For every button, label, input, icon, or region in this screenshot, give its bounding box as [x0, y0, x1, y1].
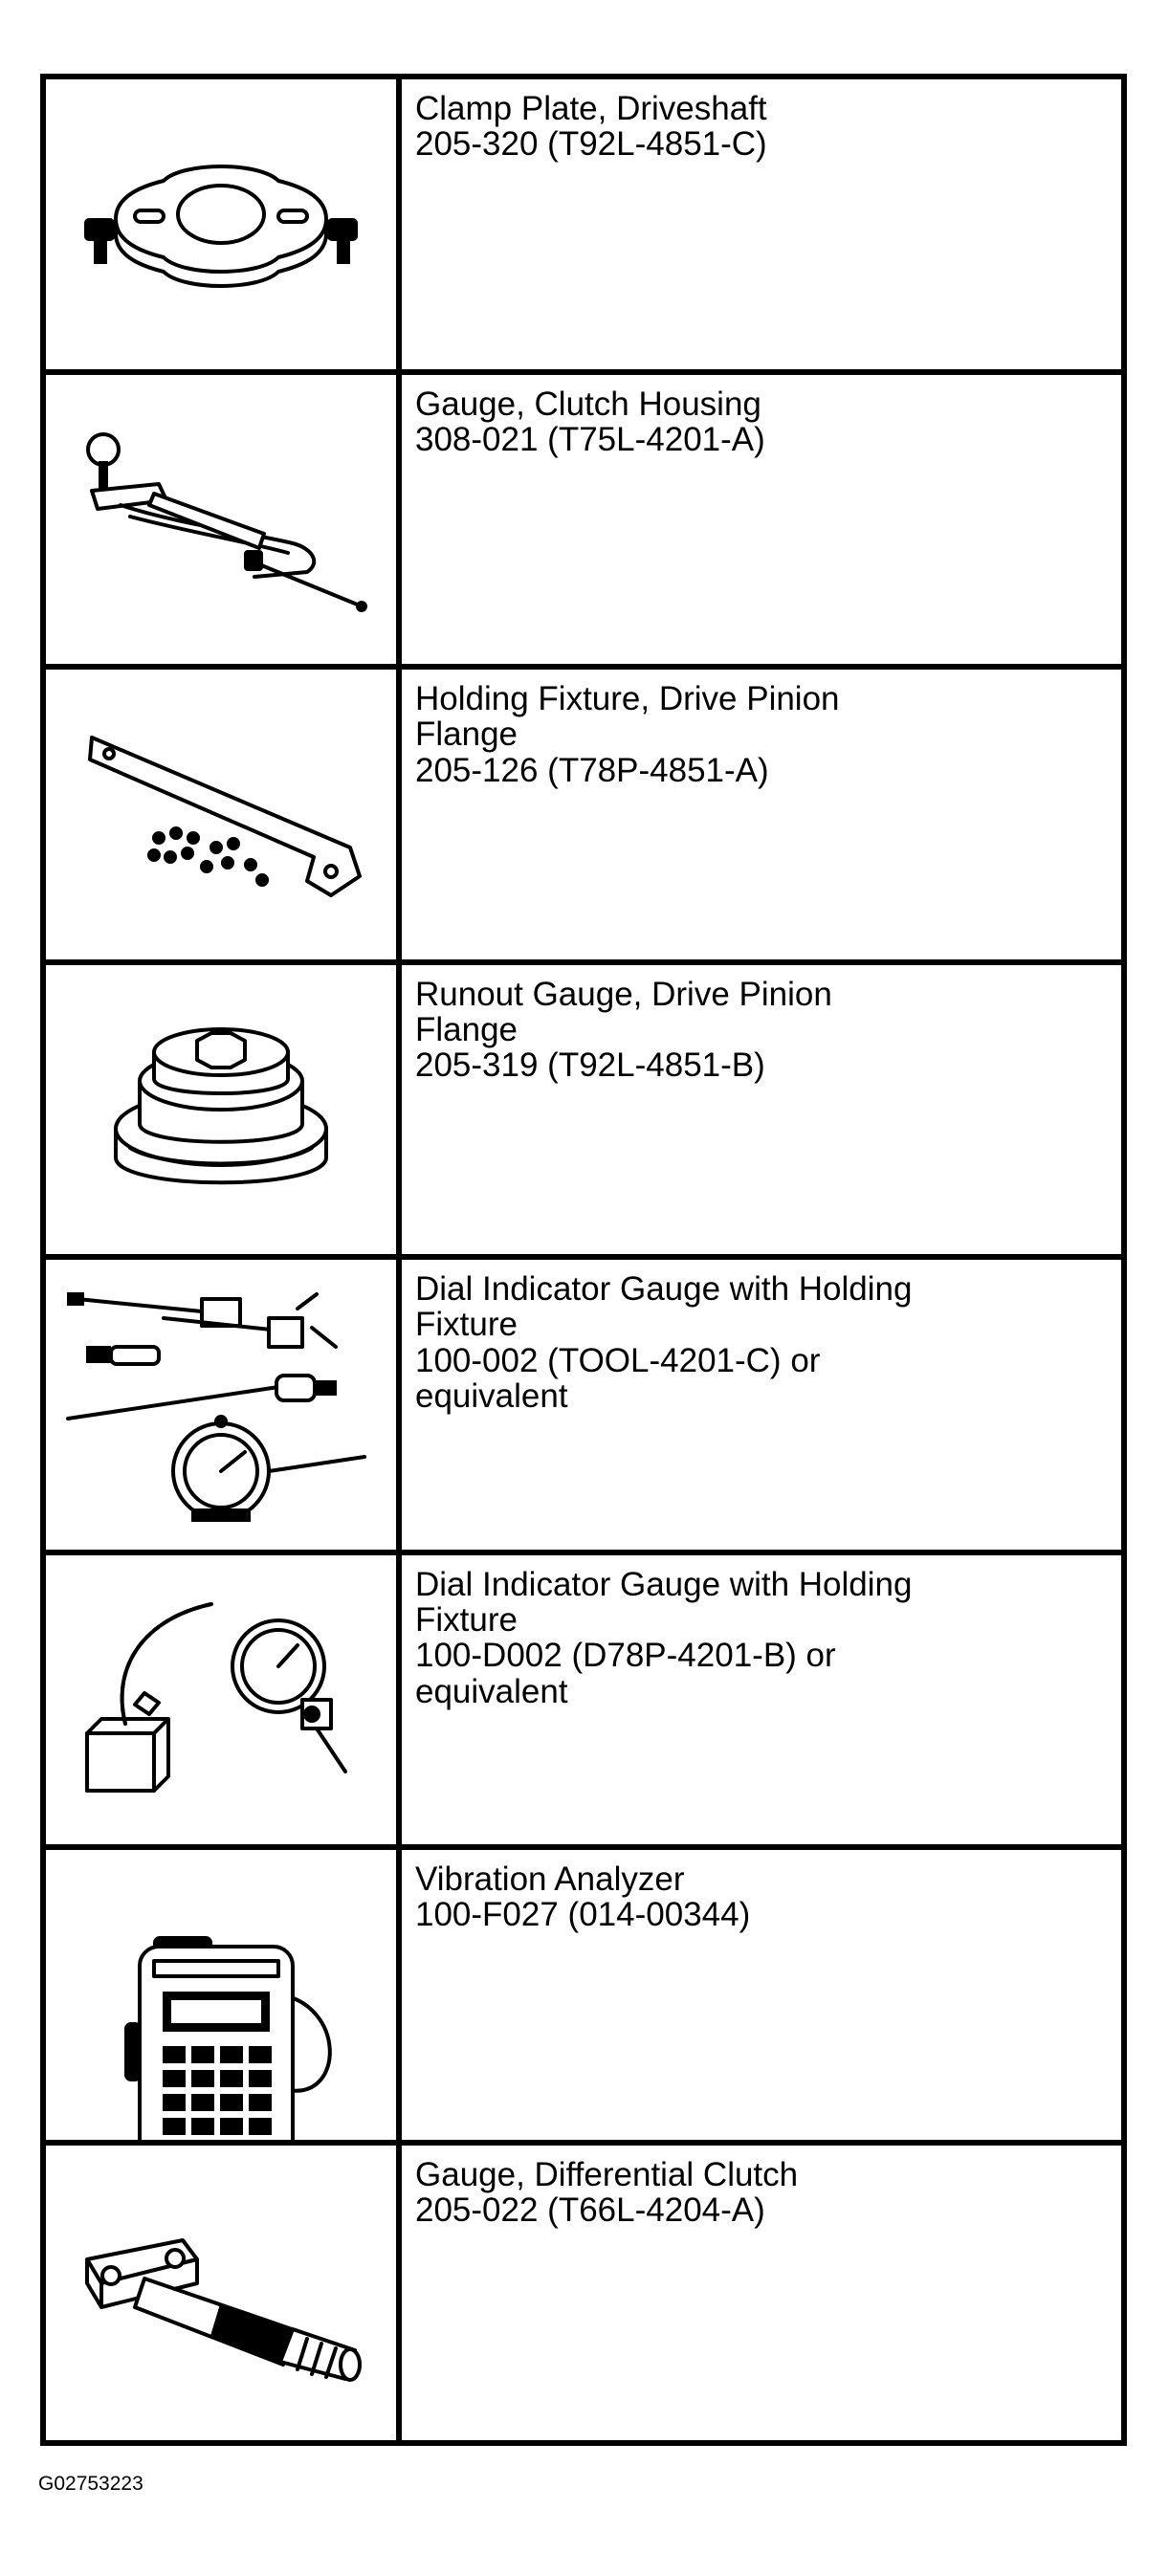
tool-description-line: equivalent: [415, 1377, 568, 1416]
tool-image-cell: [46, 1850, 402, 2146]
tool-image-cell: [46, 670, 402, 965]
differential-clutch-gauge-icon: [68, 2188, 374, 2398]
tool-description-line: Gauge, Differential Clutch: [415, 2155, 799, 2193]
clutch-housing-gauge-icon: [63, 409, 379, 629]
dial-indicator-kit-icon: [58, 1280, 384, 1529]
tool-part-number: 205-320 (T92L-4851-C): [415, 125, 767, 164]
tool-image-cell: [46, 965, 402, 1261]
tool-part-number: 205-319 (T92L-4851-B): [415, 1046, 765, 1085]
special-tools-table: [40, 74, 1127, 2446]
tool-part-number: 205-126 (T78P-4851-A): [415, 751, 769, 789]
dial-indicator-magnetic-base-icon: [58, 1580, 384, 1819]
tool-description-line: Fixture: [415, 1600, 518, 1639]
tool-description-line: Dial Indicator Gauge with Holding: [415, 1565, 913, 1603]
figure-id-label: G02753223: [38, 2473, 143, 2495]
tool-description: [402, 1260, 1121, 1555]
tool-image-cell: [46, 1555, 402, 1851]
vibration-analyzer-icon: [87, 1908, 355, 2145]
tool-description: [402, 2146, 1121, 2441]
tool-description-line: Holding Fixture, Drive Pinion: [415, 680, 840, 717]
tool-description: [402, 375, 1121, 671]
tool-description-line: Flange: [415, 1010, 518, 1048]
tool-part-number: 100-F027 (014-00344): [415, 1896, 751, 1934]
tool-description-line: Fixture: [415, 1306, 518, 1344]
tool-description: [402, 79, 1121, 375]
tool-description-line: Runout Gauge, Drive Pinion: [415, 975, 832, 1013]
tool-description-line: Dial Indicator Gauge with Holding: [415, 1270, 913, 1308]
tool-part-number: 308-021 (T75L-4201-A): [415, 420, 765, 458]
tool-part-number: 100-002 (TOOL-4201-C) or: [415, 1341, 821, 1379]
tool-description-line: Vibration Analyzer: [415, 1860, 685, 1898]
tool-description-line: Clamp Plate, Driveshaft: [415, 90, 767, 127]
tool-description: [402, 1555, 1121, 1851]
tool-part-number: 100-D002 (D78P-4201-B) or: [415, 1637, 836, 1675]
tool-image-cell: [46, 1260, 402, 1555]
runout-gauge-icon: [97, 1004, 345, 1215]
tool-image-cell: [46, 79, 402, 375]
clamp-plate-icon: [77, 128, 364, 319]
tool-description: [402, 965, 1121, 1261]
tool-description: [402, 670, 1121, 965]
tool-description-line: equivalent: [415, 1672, 568, 1710]
tool-description-line: Flange: [415, 716, 518, 754]
tool-image-cell: [46, 2146, 402, 2441]
tool-part-number: 205-022 (T66L-4204-A): [415, 2191, 765, 2229]
holding-fixture-icon: [63, 704, 379, 924]
tool-description-line: Gauge, Clutch Housing: [415, 385, 761, 423]
tool-image-cell: [46, 375, 402, 671]
tool-description: [402, 1850, 1121, 2146]
